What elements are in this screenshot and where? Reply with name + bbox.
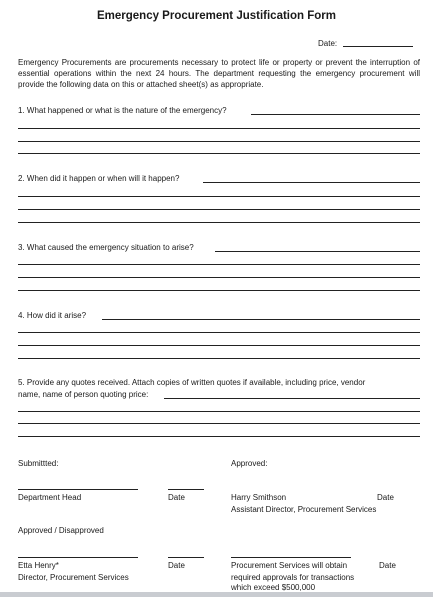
date-signature-line[interactable] (168, 489, 204, 490)
department-head-label: Department Head (18, 493, 82, 502)
question-1-label: 1. What happened or what is the nature of the emergency? (18, 106, 227, 115)
harry-smithson-name: Harry Smithson (231, 493, 287, 502)
answer-line[interactable] (18, 358, 420, 359)
procurement-note-line-2: required approvals for transactions (231, 573, 355, 582)
answer-line[interactable] (18, 423, 420, 424)
etta-henry-signature-line[interactable] (18, 557, 138, 558)
etta-henry-name: Etta Henry* (18, 561, 59, 570)
submitted-label: Submittted: (18, 459, 59, 468)
answer-line[interactable] (251, 114, 420, 115)
approved-disapproved-label: Approved / Disapproved (18, 526, 104, 535)
question-2-label: 2. When did it happen or when will it happen? (18, 174, 180, 183)
procurement-note-line-3: which exceed $500,000 (231, 583, 316, 592)
answer-line[interactable] (18, 264, 420, 265)
answer-line[interactable] (18, 436, 420, 437)
etta-henry-title: Director, Procurement Services (18, 573, 129, 582)
procurement-signature-line[interactable] (231, 557, 351, 558)
question-5-label-continued: name, name of person quoting price: (18, 390, 149, 399)
answer-line[interactable] (18, 277, 420, 278)
answer-line[interactable] (164, 398, 420, 399)
question-4-label: 4. How did it arise? (18, 311, 87, 320)
date-field[interactable] (343, 46, 413, 47)
answer-line[interactable] (18, 222, 420, 223)
date-label: Date (377, 493, 394, 502)
answer-line[interactable] (18, 153, 420, 154)
question-5-label: 5. Provide any quotes received. Attach copies of written quotes if available, including price, vendor (18, 378, 366, 387)
procurement-note-line-1: Procurement Services will obtain (231, 561, 348, 570)
page-bottom-edge (0, 592, 433, 597)
form-title: Emergency Procurement Justification Form (96, 10, 336, 22)
answer-line[interactable] (18, 332, 420, 333)
answer-line[interactable] (18, 411, 420, 412)
answer-line[interactable] (18, 209, 420, 210)
answer-line[interactable] (215, 251, 420, 252)
date-label: Date (168, 561, 185, 570)
answer-line[interactable] (102, 319, 420, 320)
approved-label: Approved: (231, 459, 268, 468)
harry-smithson-title: Assistant Director, Procurement Services (231, 505, 377, 514)
date-label: Date (168, 493, 185, 502)
answer-line[interactable] (18, 196, 420, 197)
answer-line[interactable] (18, 128, 420, 129)
answer-line[interactable] (18, 141, 420, 142)
answer-line[interactable] (18, 345, 420, 346)
question-3-label: 3. What caused the emergency situation to arise? (18, 243, 194, 252)
answer-line[interactable] (18, 290, 420, 291)
date-label: Date (379, 561, 396, 570)
intro-paragraph: Emergency Procurements are procurements necessary to protect life or property or prevent the interruption of essential operations within the next 24 hours. The department requesting the emergency procurement will provide the following data on this or attached sheet(s) as appropriate. (18, 58, 420, 89)
answer-line[interactable] (203, 182, 420, 183)
date-signature-line[interactable] (168, 557, 204, 558)
department-head-signature-line[interactable] (18, 489, 138, 490)
date-label: Date: (318, 39, 338, 48)
